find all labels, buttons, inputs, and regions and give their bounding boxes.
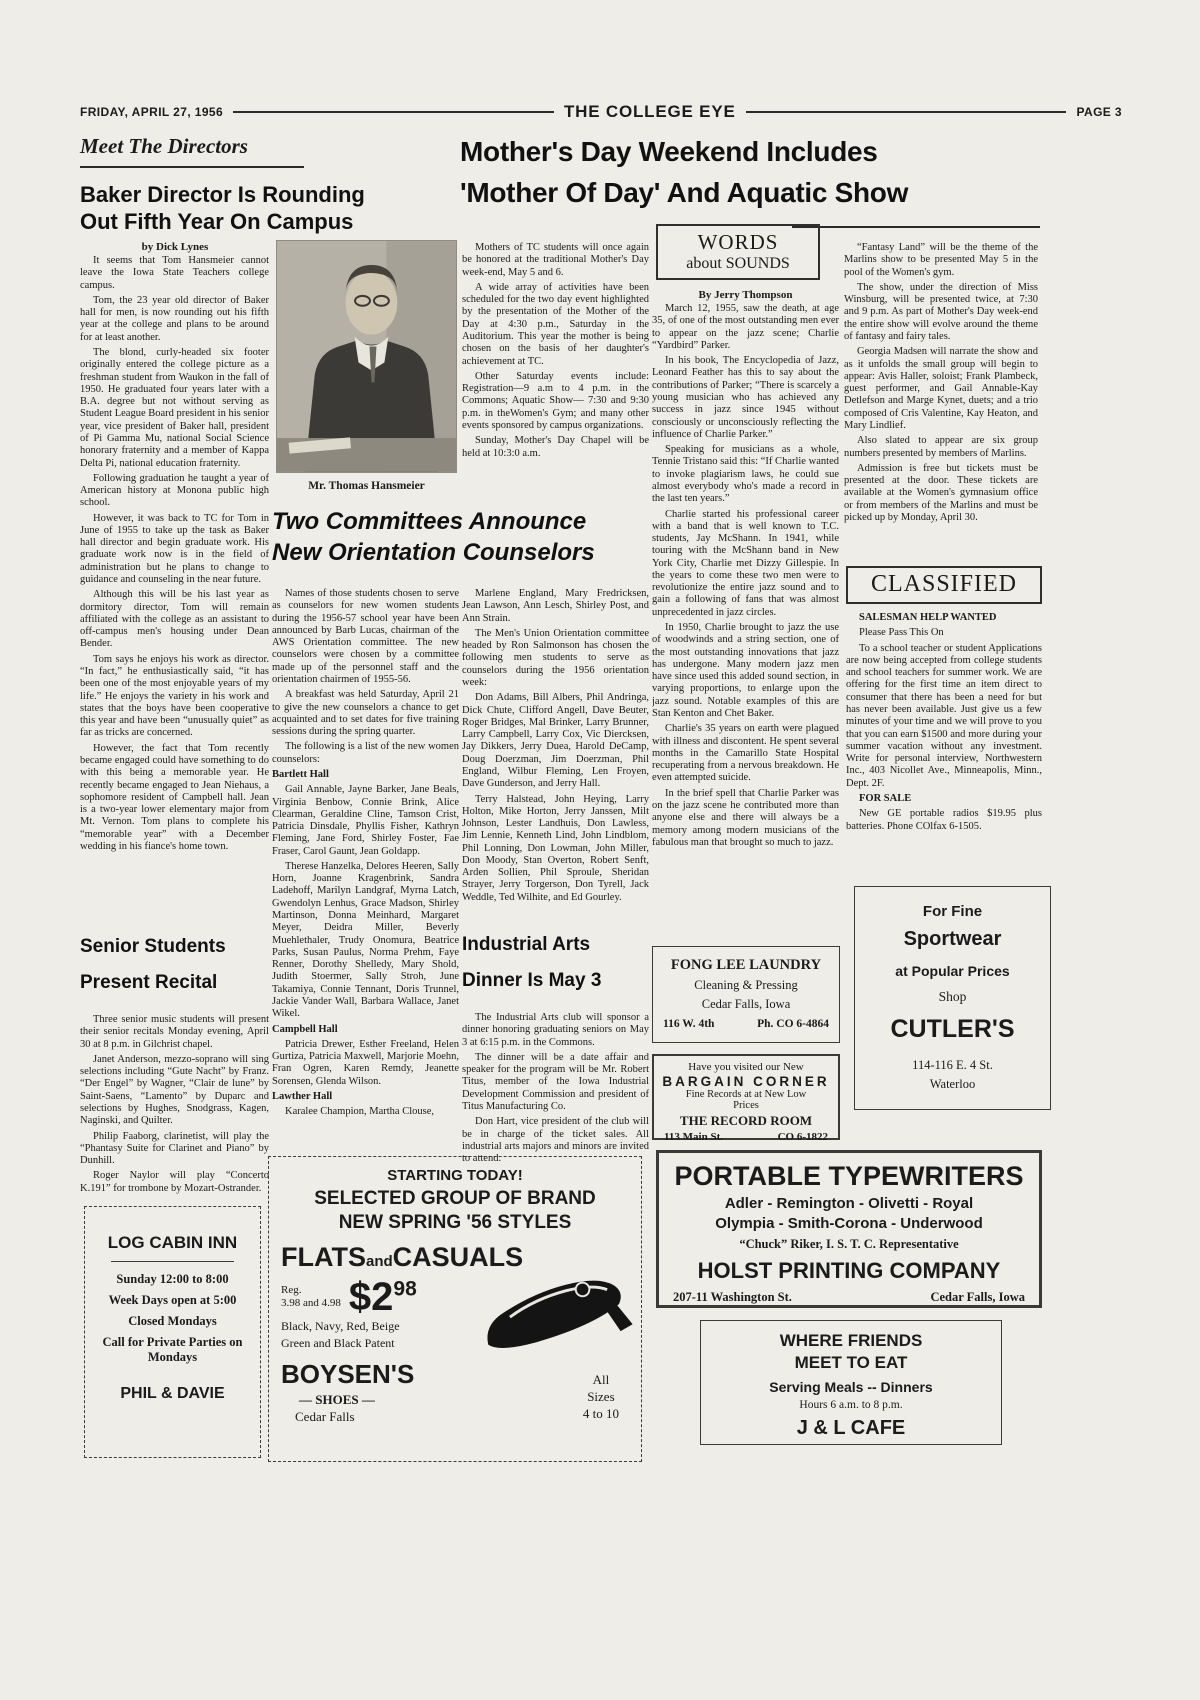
holst-address: 207-11 Washington St. bbox=[673, 1290, 792, 1304]
paragraph: Also slated to appear are six group numbers presented by members of Marlins. bbox=[844, 435, 1038, 459]
classified-body bbox=[846, 612, 1042, 880]
paragraph: Karalee Champion, Martha Clouse, bbox=[285, 1106, 434, 1118]
boysens-store-name: BOYSEN'S bbox=[281, 1359, 415, 1389]
shoe-illustration bbox=[468, 1242, 633, 1372]
boysens-colors-line2: Green and Black Patent bbox=[281, 1336, 395, 1350]
paragraph: However, it was back to TC for Tom in June of 1955 to take up the task as Baker hall director and begin graduate work. His graduate work now is in the field of administration but he plans to change to guidance and counseling in the near future. bbox=[80, 512, 269, 586]
cutlers-line1: For Fine bbox=[922, 903, 983, 920]
boysens-price-dollars: $2 bbox=[348, 1275, 394, 1319]
cutlers-name: CUTLER'S bbox=[890, 1015, 1015, 1043]
boysens-reg-prices: 3.98 and 4.98 bbox=[281, 1297, 341, 1309]
mothers-day-headline bbox=[460, 132, 1045, 213]
lawther-hall-subhead: Lawther Hall bbox=[272, 1090, 333, 1102]
classified-section-subtitle: Please Pass This On bbox=[859, 627, 944, 639]
jl-cafe-line3: Serving Meals -- Dinners bbox=[769, 1379, 933, 1395]
baker-headline bbox=[80, 182, 440, 236]
words-title-line1: WORDS bbox=[697, 230, 779, 254]
cutlers-ad bbox=[854, 886, 1051, 1110]
paragraph: Georgia Madsen will narrate the show and as it unfolds the small group will begin to appear: Avis Haller, soloist; Frank Plambeck, guest performer, and Gail Annable-Kay Detlefson and Marge Kynet, duets; and a trio composed of Cris Valentine, Kay Heaton, and Mary Lindlief. bbox=[844, 346, 1038, 431]
recital-article-body bbox=[80, 1014, 269, 1198]
industrial-arts-headline-line2: Dinner Is May 3 bbox=[462, 969, 602, 991]
cutlers-line4: Shop bbox=[938, 989, 967, 1004]
recital-headline-line2: Present Recital bbox=[80, 971, 218, 993]
record-room-store: THE RECORD ROOM bbox=[679, 1113, 813, 1128]
bartlett-hall-subhead: Bartlett Hall bbox=[272, 768, 329, 780]
boysens-headline-line2: NEW SPRING '56 STYLES bbox=[338, 1212, 572, 1233]
paragraph: Tom, the 23 year old director of Baker hall for men, is now rounding out his fifth year at the college and plans to be around for at least another. bbox=[80, 294, 269, 343]
mothers-day-body-left bbox=[462, 242, 649, 534]
record-room-tagline2: Prices bbox=[733, 1100, 759, 1111]
jl-cafe-ad bbox=[700, 1320, 1002, 1445]
industrial-arts-headline-line1: Industrial Arts bbox=[462, 934, 591, 955]
paragraph: Philip Faaborg, clarinetist, will play the “Phantasy Suite for Clarinet and Piano” by Dunhill. bbox=[80, 1130, 269, 1167]
cutlers-city: Waterloo bbox=[929, 1077, 976, 1091]
record-room-address: 113 Main St. bbox=[664, 1131, 723, 1143]
masthead-rule-left bbox=[233, 111, 554, 113]
fong-lee-phone: Ph. CO 6-4864 bbox=[757, 1018, 829, 1030]
boysens-sale-price bbox=[349, 1277, 417, 1317]
paragraph: Other Saturday events include: Registration—9 a.m to 4 p.m. in the Commons; Aquatic Show— 7:30 and 9:30 p.m. in theWomen's Gym; and many other events sponsored by campus organizations. bbox=[462, 370, 649, 431]
boysens-ad bbox=[268, 1156, 642, 1462]
boysens-reg-label: Reg. bbox=[281, 1283, 302, 1296]
boysens-sizes-line3: 4 to 10 bbox=[582, 1406, 619, 1422]
paragraph: Admission is free but tickets must be presented at the door. These tickets are available at the Women's gymnasium office or from members of the Marlins and must be picked up by Monday, April 30. bbox=[844, 462, 1038, 523]
holst-printing-ad bbox=[656, 1150, 1042, 1308]
paragraph: Don Hart, vice president of the club will be in charge of the ticket sales. All industrial arts majors and minors are invited to attend. bbox=[462, 1116, 649, 1165]
log-cabin-hours: Sunday 12:00 to 8:00 bbox=[116, 1272, 229, 1286]
paragraph: In 1950, Charlie brought to jazz the use of woodwinds and a string section, one of the most outstanding innovations that jazz has undergone. Many modern jazz men have since used this added sound section, in varying proportions, to enlarge upon the jazz sound. Notable examples of this are Stan Kenton and Chet Baker. bbox=[652, 622, 839, 719]
paragraph: Gail Annable, Jayne Barker, Jane Beals, Virginia Benbow, Connie Brink, Alice Clearman, Geraldine Cline, Tamson Crist, Patricia Dinsdale, Phyllis Fisher, Kathryn Fleming, Jane Ford, Shirley Foster, Fae Fraser, Carol Gaunt, Jean Goldapp. bbox=[272, 784, 459, 857]
paragraph: Don Adams, Bill Albers, Phil Andringa, Dick Chute, Clifford Angell, Dave Beuter, Roger Bridges, Mal Brinker, Larry Brunner, Larry Campbell, Larry Cox, Vic Diercksen, Jay Dikkers, Jerry Duea, Harold DeCamp, Doug Doerzman, Jim Doerzman, Phil England, Wilbur Fleming, Len Froyen, Dave Gunderson, and Jerry Hall. bbox=[462, 692, 649, 790]
masthead-page-number: PAGE 3 bbox=[1076, 105, 1123, 119]
paragraph: The Men's Union Orientation committee headed by Ron Salmonson has chosen the following men students to serve as counselors during the 1956 orientation week: bbox=[462, 627, 649, 688]
boysens-starting: STARTING TODAY! bbox=[387, 1167, 523, 1184]
fong-lee-city: Cedar Falls, Iowa bbox=[701, 997, 791, 1011]
photo-caption: Mr. Thomas Hansmeier bbox=[308, 480, 425, 492]
paragraph: The blond, curly-headed six footer originally entered the college picture as a freshman student from Waukon in the fall of 1950. He graduated four years later with a B.A. degree but not without serving as Student League Board president in his senior year, vice president of Baker hall, president of Pi Gamma Mu, national Social Science honorary fraternity and a member of Kappa Delta Pi, national education fraternity. bbox=[80, 346, 269, 469]
portrait-illustration bbox=[277, 241, 456, 472]
paragraph: “Fantasy Land” will be the theme of the Marlins show to be presented May 5 in the pool of the Women's gym. bbox=[844, 242, 1038, 278]
baker-headline-line2: Out Fifth Year On Campus bbox=[80, 208, 354, 234]
industrial-arts-body bbox=[462, 1012, 649, 1172]
record-room-contact bbox=[654, 1129, 838, 1143]
paragraph: Names of those students chosen to serve as counselors for new women students during the 1956-57 school year have been announced by Barb Lucas, chairman of the AWS Orientation committee. The new counselors were chosen by a committee made up of the personnel staff and the orientation chairmen of 1955-56. bbox=[272, 588, 459, 685]
jl-cafe-name: J & L CAFE bbox=[796, 1417, 906, 1439]
paragraph: Terry Halstead, John Heying, Larry Holton, Mike Horton, Jerry Janssen, Milt Johnson, Lester Landhuis, Don Lawless, Jim Lennie, Kenneth Lind, John Lindblom, Phil Lonning, Don Lowman, John Miller, Don Moody, Stan Overton, Robert Senft, Arden Sollien, Phil Sproule, Sheridan Strayer, Jerry Torgerson, Don Tyrell, Jack Weddle, Ted Wilhite, and Ed Gourley. bbox=[462, 793, 649, 903]
boysens-content-row bbox=[269, 1234, 641, 1425]
boysens-city: Cedar Falls bbox=[295, 1409, 355, 1424]
paragraph: In the brief spell that Charlie Parker was on the jazz scene he contributed more than anyone else and there will always be a memory among modern musicians of the fabulous man that brought so much to jazz. bbox=[652, 787, 839, 848]
paragraph: Charlie started his professional career with a band that is well known to T.C. students, Jay McShann. In 1941, while touring with the McShann band in New York City, Charlie met Dizzy Gillespie. In the years to come these two men were to revolutionize the entire jazz sound and to gain a following of fans that was almost unprecedented in jazz circles. bbox=[652, 508, 839, 618]
paragraph: The dinner will be a date affair and speaker for the program will be Mr. Robert Titus, member of the Iowa Industrial Development Commission and president of Titus Manufacturing Co. bbox=[462, 1051, 649, 1112]
paragraph: Therese Hanzelka, Delores Heeren, Sally Horn, Joanne Kragenbrink, Sandra Ladehoff, Marilyn Landgraf, Myrna Latch, Gwendolyn Lenhus, Grace Madson, Shirley Martinson, Donna Meinhard, Margaret Meyer, Deidra Miller, Beverly Muehlethaler, Trudy Onomura, Beatrice Parks, Susan Paulus, Norma Prehm, Faye Renner, Dorothy Shelledy, Mary Shold, Judith Stoermer, Sally Stroh, June Takamiya, Connie Tennant, Doris Trunnel, Jackie Vander Wall, Barbara Wallace, Janet Wikel. bbox=[272, 860, 459, 1020]
holst-contact bbox=[659, 1284, 1039, 1305]
words-title-line2: about SOUNDS bbox=[686, 255, 790, 272]
log-cabin-closed: Closed Mondays bbox=[128, 1314, 217, 1328]
cutlers-line3: at Popular Prices bbox=[895, 963, 1010, 979]
masthead-rule-right bbox=[746, 111, 1067, 113]
paragraph: It seems that Tom Hansmeier cannot leave the Iowa State Teachers college campus. bbox=[80, 255, 269, 291]
cutlers-address: 114-116 E. 4 St. bbox=[912, 1058, 993, 1072]
classified-header: CLASSIFIED bbox=[870, 571, 1018, 597]
campbell-hall-subhead: Campbell Hall bbox=[272, 1023, 338, 1035]
mothers-day-headline-line2: 'Mother Of Day' And Aquatic Show bbox=[460, 176, 909, 208]
orientation-column-1 bbox=[272, 588, 459, 1146]
boysens-sizes-line1: All bbox=[592, 1372, 610, 1388]
boysens-price-cents: 98 bbox=[393, 1277, 417, 1301]
boysens-flats-label: FLATS bbox=[281, 1242, 366, 1272]
boysens-and-label: and bbox=[365, 1253, 393, 1270]
paragraph: Charlie's 35 years on earth were plagued with illness and discontent. He spent several months in the Camarillo State Hospital recuperating from a nervous breakdown. He even attempted suicide. bbox=[652, 723, 839, 784]
fong-lee-service: Cleaning & Pressing bbox=[694, 978, 798, 992]
fong-lee-laundry-ad bbox=[652, 946, 840, 1043]
orientation-column-2 bbox=[462, 588, 649, 924]
boysens-casuals-label: CASUALS bbox=[392, 1242, 524, 1272]
paragraph: A breakfast was held Saturday, April 21 to give the new counselors a chance to get acquainted and to set dates for five training sessions during the spring quarter. bbox=[272, 689, 459, 738]
log-cabin-title: LOG CABIN INN bbox=[107, 1233, 238, 1252]
cutlers-line2: Sportwear bbox=[903, 928, 1002, 950]
boysens-sizes bbox=[583, 1372, 619, 1423]
boysens-shoes-label: — SHOES — bbox=[299, 1392, 375, 1407]
baker-headline-line1: Baker Director Is Rounding bbox=[80, 182, 365, 207]
record-room-ad bbox=[652, 1054, 840, 1143]
classified-ad-text: To a school teacher or student Applications are now being accepted from college students and school teachers for summer work. We are offering for the first time an item direct to consumer that there has been a need for but has never been available. Just give us a few minutes of your time and we will prove to you that you can earn $1500 and more during your summer vacation without any investment. Write for personal interview, Northwestern Inc., 403 Nicollet Ave., Minneapolis, Minn., Dept. 2F. bbox=[846, 642, 1042, 789]
baker-byline: by Dick Lynes bbox=[141, 241, 209, 253]
paragraph: The following is a list of the new women counselors: bbox=[272, 741, 459, 765]
log-cabin-parties: Call for Private Parties on Mondays bbox=[102, 1335, 243, 1364]
holst-brands-line2: Olympia - Smith-Corona - Underwood bbox=[715, 1215, 983, 1232]
paragraph: Tom says he enjoys his work as director. “In fact,” he enthusiastically said, “it has been one of the most enjoyable years of my life.” He enjoys the variety in his work and states that the boys have been cooperative this year and have been “unusually quiet” as far as tricks are concerned. bbox=[80, 653, 269, 739]
hansmeier-photo bbox=[276, 240, 457, 473]
paragraph: The Industrial Arts club will sponsor a dinner honoring graduating seniors on May 3 at 6:15 p.m. in the Commons. bbox=[462, 1012, 649, 1048]
record-room-phone: CO 6-1822 bbox=[777, 1131, 828, 1143]
holst-title: PORTABLE TYPEWRITERS bbox=[674, 1161, 1024, 1191]
paragraph: Marlene England, Mary Fredricksen, Jean Lawson, Ann Lesch, Shirley Post, and Ann Strain. bbox=[462, 588, 649, 624]
paragraph: However, the fact that Tom recently became engaged could have something to do with this being a memorable year. He recently became engaged to Jean Niehaus, a sophomore resident of Campbell hall. Jean is a two-year lower elementary major from Mt. Vernon. Tom plans to complete his “memorable year” with a December wedding in his fiance's home town. bbox=[80, 742, 269, 852]
log-cabin-signature: PHIL & DAVIE bbox=[120, 1385, 225, 1402]
record-room-intro: Have you visited our New bbox=[688, 1061, 804, 1073]
holst-company-name: HOLST PRINTING COMPANY bbox=[697, 1258, 1001, 1283]
classified-section-title: SALESMAN HELP WANTED bbox=[859, 612, 997, 623]
log-cabin-inn-ad bbox=[84, 1206, 261, 1458]
mothers-day-body-right bbox=[844, 242, 1038, 562]
industrial-arts-headline bbox=[462, 934, 652, 1006]
section-kicker: Meet The Directors bbox=[80, 134, 304, 168]
jazz-byline: By Jerry Thompson bbox=[698, 289, 793, 301]
boysens-product bbox=[281, 1242, 524, 1273]
holst-brands-line1: Adler - Remington - Olivetti - Royal bbox=[724, 1195, 974, 1212]
paragraph: Mothers of TC students will once again be honored at the traditional Mother's Day week-end, May 5 and 6. bbox=[462, 242, 649, 278]
holst-city: Cedar Falls, Iowa bbox=[930, 1290, 1025, 1304]
jazz-article-body bbox=[652, 303, 839, 941]
jl-cafe-line1: WHERE FRIENDS bbox=[779, 1331, 923, 1350]
orientation-headline-line1: Two Committees Announce bbox=[272, 508, 587, 535]
holst-representative: “Chuck” Riker, I. S. T. C. Representative bbox=[739, 1237, 959, 1251]
words-about-sounds-box bbox=[656, 224, 820, 280]
classified-ad-text: New GE portable radios $19.95 plus batteries. Phone COlfax 6-1505. bbox=[846, 808, 1042, 832]
log-cabin-hours: Week Days open at 5:00 bbox=[108, 1293, 237, 1307]
paragraph: March 12, 1955, saw the death, at age 35, of one of the most outstanding men ever to appear on the jazz scene; Charlie “Yardbird” Parker. bbox=[652, 303, 839, 351]
boysens-regular-price bbox=[281, 1284, 341, 1310]
fong-lee-address: 116 W. 4th bbox=[663, 1018, 715, 1030]
divider bbox=[111, 1261, 234, 1262]
classified-header-box bbox=[846, 566, 1042, 604]
paragraph: Patricia Drewer, Esther Freeland, Helen Gurtiza, Patricia Maxwell, Marjorie Moehn, Fran Ogren, Karen Remdy, Jeanette Sorensen, Glenda Wilson. bbox=[272, 1038, 459, 1087]
jl-cafe-line2: MEET TO EAT bbox=[794, 1353, 908, 1372]
boysens-sizes-line2: Sizes bbox=[587, 1389, 615, 1405]
paragraph: Sunday, Mother's Day Chapel will be held at 10:3:0 a.m. bbox=[462, 435, 649, 459]
masthead bbox=[80, 102, 1122, 122]
orientation-headline-line2: New Orientation Counselors bbox=[272, 539, 595, 567]
paragraph: Speaking for musicians as a whole, Tennie Tristano said this: “If Charlie wanted to invoke plagiarism laws, he could sue almost everybody who's made a record in the last ten years.” bbox=[652, 444, 839, 505]
paragraph: Roger Naylor will play “Concerto K.191” for trombone by Mozart-Ostrander. bbox=[80, 1170, 269, 1194]
boysens-right-column bbox=[475, 1242, 633, 1425]
paragraph: Three senior music students will present their senior recitals Monday evening, April 30 at 8 p.m. in Gilchrist chapel. bbox=[80, 1014, 269, 1050]
classified-section-title: FOR SALE bbox=[859, 792, 912, 804]
boysens-headline-line1: SELECTED GROUP OF BRAND bbox=[314, 1188, 596, 1209]
paragraph: Janet Anderson, mezzo-soprano will sing selections including “Gute Nacht” by Franz. “Der Engel” by Wagner, “Clair de lune” by Saint-Saens, “Lamento” by Duparc and selections by Hughes, Snodgrass, Kagen, Naginski, and Quilter. bbox=[80, 1053, 269, 1127]
newspaper-title: THE COLLEGE EYE bbox=[563, 102, 736, 121]
record-room-tagline1: Fine Records at at New Low bbox=[685, 1089, 807, 1100]
headline-rule bbox=[792, 226, 1040, 228]
recital-headline-line1: Senior Students bbox=[80, 936, 226, 957]
paragraph: Following graduation he taught a year of American history at Monona public high school. bbox=[80, 472, 269, 509]
boysens-left-column bbox=[281, 1242, 524, 1425]
paragraph: Although this will be his last year as dormitory director, Tom will remain affiliated with the college as an assistant to off-campus men's housing under Dean Bender. bbox=[80, 589, 269, 650]
baker-article-body bbox=[80, 255, 269, 931]
fong-lee-title: FONG LEE LAUNDRY bbox=[670, 957, 822, 973]
paragraph: The show, under the direction of Miss Winsburg, will be presented twice, at 7:30 and 9 p.m. As part of Mother's Day week-end the entire show will evolve around the theme of fantasy and fairy tales. bbox=[844, 281, 1038, 342]
boysens-price-row bbox=[281, 1277, 475, 1317]
mothers-day-headline-line1: Mother's Day Weekend Includes bbox=[460, 136, 878, 167]
paragraph: In his book, The Encyclopedia of Jazz, Leonard Feather has this to say about the contributions of Parker; “There is scarcely a young musician who has achieved any success in jazz since 1945 without consciously or unconsciously reflecting the influence of Charlie Parker.” bbox=[652, 355, 839, 440]
paragraph: A wide array of activities have been scheduled for the two day event highlighted by the presentation of the Mother of the Day at 4:30 p.m., Saturday in the Auditorium. This year the mother is being chosen on the basis of her daughter's achievement at TC. bbox=[462, 281, 649, 367]
fong-lee-contact bbox=[653, 1012, 839, 1030]
boysens-colors-line1: Black, Navy, Red, Beige bbox=[281, 1319, 400, 1333]
masthead-date: FRIDAY, APRIL 27, 1956 bbox=[80, 105, 224, 119]
bargain-corner-title: BARGAIN CORNER bbox=[662, 1074, 830, 1089]
jl-cafe-hours: Hours 6 a.m. to 8 p.m. bbox=[799, 1399, 903, 1411]
recital-headline bbox=[80, 936, 270, 1008]
